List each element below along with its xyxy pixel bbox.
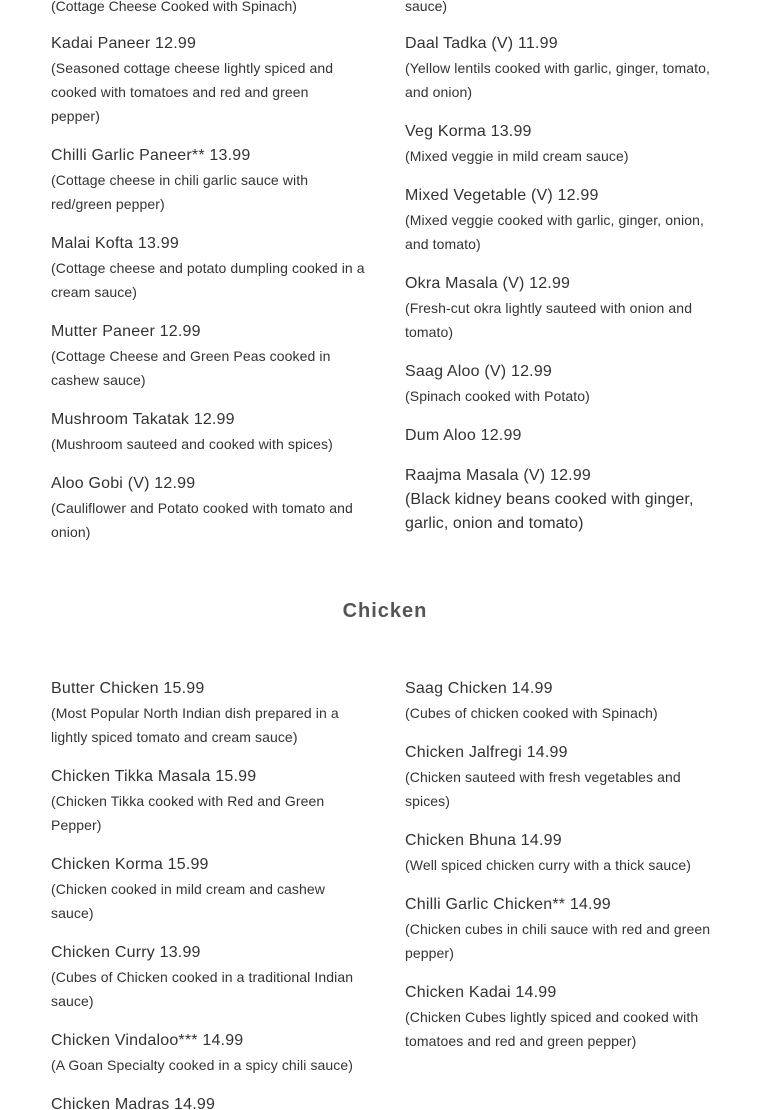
menu-item-name: Chicken Korma 15.99	[51, 856, 209, 873]
menu-item-mushroom-takatak	[51, 408, 371, 456]
top-fragment-left: (Cottage Cheese Cooked with Spinach)	[51, 0, 297, 14]
menu-item-description: (Cottage cheese and potato dumpling cooked in a cream sauce)	[51, 260, 365, 300]
menu-item-chicken-kadai	[405, 981, 715, 1053]
menu-item-name: Butter Chicken 15.99	[51, 680, 205, 697]
menu-item-chicken-vindaloo	[51, 1029, 371, 1077]
menu-item-description: (Well spiced chicken curry with a thick sauce)	[405, 857, 691, 873]
menu-item-description: (Mushroom sauteed and cooked with spices)	[51, 436, 333, 452]
menu-item-aloo-gobi	[51, 472, 366, 544]
menu-item-description: (Fresh-cut okra lightly sauteed with onion and tomato)	[405, 300, 693, 340]
menu-item-mutter-paneer	[51, 320, 351, 392]
menu-item-chicken-curry	[51, 941, 366, 1013]
menu-item-name: Chicken Jalfregi 14.99	[405, 744, 568, 761]
top-fragment-right: sauce)	[405, 0, 448, 14]
menu-item-description: (A Goan Specialty cooked in a spicy chili sauce)	[51, 1057, 354, 1073]
menu-item-name: Saag Chicken 14.99	[405, 680, 553, 697]
menu-item-chicken-bhuna	[405, 829, 725, 877]
menu-item-description: (Chicken sauteed with fresh vegetables and spices)	[405, 769, 681, 809]
menu-item-name: Dum Aloo 12.99	[405, 427, 522, 444]
menu-item-kadai-paneer	[51, 32, 351, 128]
menu-item-description: (Most Popular North Indian dish prepared in a lightly spiced tomato and cream sauce)	[51, 705, 339, 745]
menu-item-name: Chicken Curry 13.99	[51, 944, 201, 961]
menu-item-name: Kadai Paneer 12.99	[51, 35, 197, 52]
menu-item-description: (Cottage Cheese and Green Peas cooked in cashew sauce)	[51, 348, 331, 388]
menu-item-name: Mutter Paneer 12.99	[51, 323, 201, 340]
menu-item-description: (Chicken cubes in chili sauce with red and green pepper)	[405, 921, 711, 961]
menu-item-description: (Cubes of chicken cooked with Spinach)	[405, 705, 658, 721]
menu-item-description: (Mixed veggie cooked with garlic, ginger, onion, and tomato)	[405, 212, 704, 252]
menu-item-name: Chicken Madras 14.99	[51, 1096, 216, 1110]
menu-item-name: Chilli Garlic Chicken** 14.99	[405, 896, 611, 913]
menu-item-name: Mixed Vegetable (V) 12.99	[405, 187, 599, 204]
menu-item-description: (Yellow lentils cooked with garlic, ginger, tomato, and onion)	[405, 60, 710, 100]
menu-item-okra-masala	[405, 272, 710, 344]
menu-item-name: Chicken Tikka Masala 15.99	[51, 768, 257, 785]
menu-item-chilli-garlic-paneer	[51, 144, 331, 216]
menu-item-description: (Black kidney beans cooked with ginger, garlic, onion and tomato)	[405, 491, 694, 532]
menu-item-name: Chilli Garlic Paneer** 13.99	[51, 147, 251, 164]
menu-item-description: (Seasoned cottage cheese lightly spiced and cooked with tomatoes and red and green pepper)	[51, 60, 334, 124]
menu-item-name: Raajma Masala (V) 12.99	[405, 467, 592, 484]
menu-item-chilli-garlic-chicken	[405, 893, 725, 965]
menu-item-description: (Cottage cheese in chili garlic sauce with red/green pepper)	[51, 172, 309, 212]
menu-item-description: (Mixed veggie in mild cream sauce)	[405, 148, 629, 164]
menu-item-saag-aloo	[405, 360, 725, 408]
menu-item-butter-chicken	[51, 677, 366, 749]
menu-item-daal-tadka	[405, 32, 725, 104]
menu-item-chicken-korma	[51, 853, 351, 925]
menu-item-name: Malai Kofta 13.99	[51, 235, 179, 252]
menu-item-description: (Chicken Cubes lightly spiced and cooked with tomatoes and red and green pepper)	[405, 1009, 699, 1049]
menu-item-malai-kofta	[51, 232, 366, 304]
menu-item-description: (Cubes of Chicken cooked in a traditional Indian sauce)	[51, 969, 354, 1009]
menu-item-saag-chicken	[405, 677, 725, 725]
menu-item-description: (Chicken Tikka cooked with Red and Green Pepper)	[51, 793, 325, 833]
menu-item-name: Okra Masala (V) 12.99	[405, 275, 571, 292]
menu-item-name: Veg Korma 13.99	[405, 123, 532, 140]
menu-item-dum-aloo	[405, 424, 725, 448]
menu-item-mixed-vegetable	[405, 184, 725, 256]
section-title-chicken: Chicken	[342, 600, 428, 622]
menu-item-name: Saag Aloo (V) 12.99	[405, 363, 553, 380]
menu-item-chicken-madras	[51, 1093, 371, 1110]
menu-item-name: Aloo Gobi (V) 12.99	[51, 475, 196, 492]
menu-item-description: (Chicken cooked in mild cream and cashew sauce)	[51, 881, 326, 921]
menu-item-raajma-masala	[405, 464, 725, 536]
menu-item-description: (Spinach cooked with Potato)	[405, 388, 590, 404]
menu-item-name: Daal Tadka (V) 11.99	[405, 35, 558, 52]
menu-item-name: Chicken Bhuna 14.99	[405, 832, 562, 849]
menu-item-name: Chicken Vindaloo*** 14.99	[51, 1032, 244, 1049]
menu-item-chicken-jalfregi	[405, 741, 705, 813]
menu-item-veg-korma	[405, 120, 725, 168]
menu-item-name: Chicken Kadai 14.99	[405, 984, 557, 1001]
menu-item-chicken-tikka-masala	[51, 765, 351, 837]
menu-item-name: Mushroom Takatak 12.99	[51, 411, 235, 428]
menu-item-description: (Cauliflower and Potato cooked with tomato and onion)	[51, 500, 353, 540]
